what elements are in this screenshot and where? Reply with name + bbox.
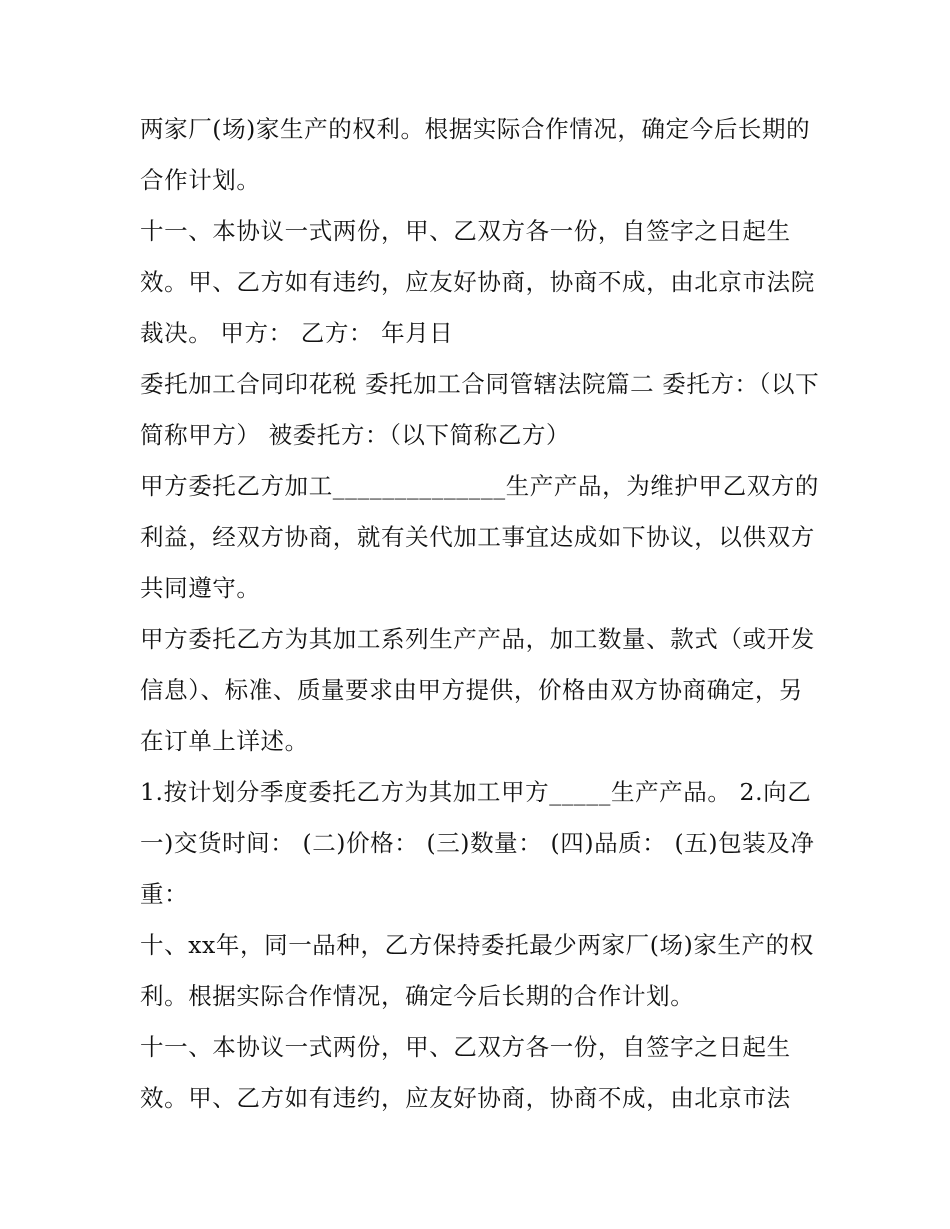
document-body — [140, 104, 820, 1124]
paragraph-cooperation-plan: 两家厂(场)家生产的权利。根据实际合作情况，确定今后长期的合作计划。 — [140, 115, 811, 194]
paragraph-processing-terms: 甲方委托乙方为其加工系列生产产品，加工数量、款式（或开发信息）、标准、质量要求由甲方提供，价格由双方协商确定，另在订单上详述。 — [140, 625, 815, 755]
paragraph-article-ten: 十、xx年，同一品种，乙方保持委托最少两家厂(场)家生产的权利。根据实际合作情况，确定今后长期的合作计划。 — [140, 931, 814, 1010]
paragraph-contract-title: 委托加工合同印花税 委托加工合同管辖法院篇二 委托方：（以下简称甲方） 被委托方：（以下简称乙方） — [140, 370, 820, 449]
paragraph-delivery-items: 1.按计划分季度委托乙方为其加工甲方_____生产产品。 2.向乙一)交货时间： (二)价格： (三)数量： (四)品质： (五)包装及净重： — [140, 778, 815, 908]
paragraph-processing-entrust: 甲方委托乙方加工______________生产产品，为维护甲乙双方的利益，经双方协商，就有关代加工事宜达成如下协议，以供双方共同遵守。 — [140, 472, 819, 602]
paragraph-article-eleven: 十一、本协议一式两份，甲、乙双方各一份，自签字之日起生效。甲、乙方如有违约，应友好协商，协商不成，由北京市法院裁决。 甲方： 乙方： 年月日 — [140, 217, 815, 347]
paragraph-article-eleven-repeat: 十一、本协议一式两份，甲、乙双方各一份，自签字之日起生效。甲、乙方如有违约，应友好协商，协商不成，由北京市法 — [140, 1033, 791, 1112]
